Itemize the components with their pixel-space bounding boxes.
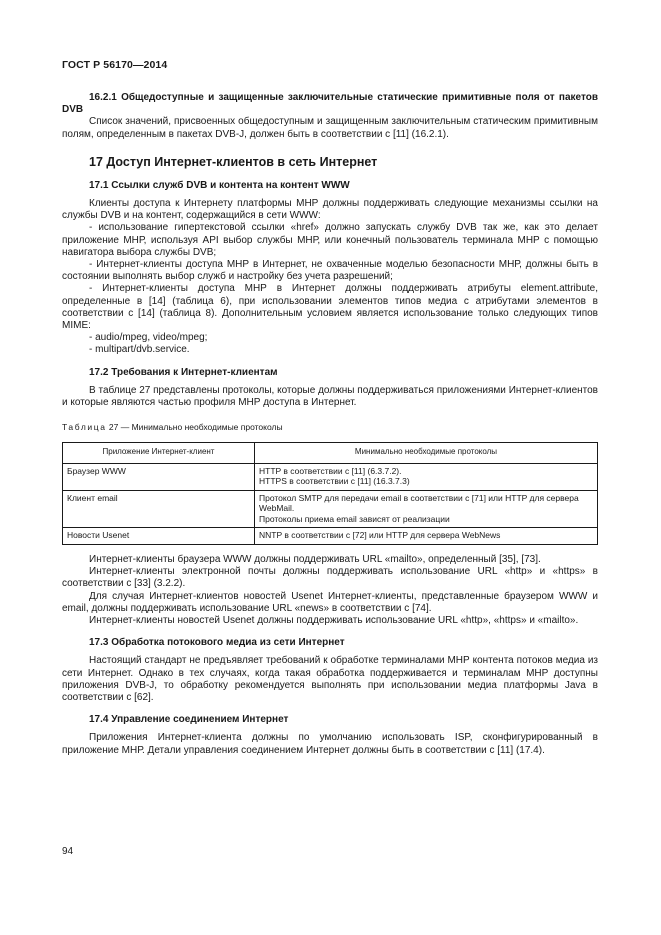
section-17-heading: 17 Доступ Интернет-клиентов в сеть Интернет bbox=[89, 154, 378, 169]
paragraph: Интернет-клиенты электронной почты должны поддерживать использование URL «http» и «https» в соответствии с [33] (3.2.2). bbox=[62, 566, 598, 590]
protocols-table bbox=[62, 442, 598, 545]
table-header-cell: Минимально необходимые протоколы bbox=[255, 443, 598, 464]
table-cell: NNTP в соответствии с [72] или HTTP для сервера WebNews bbox=[255, 528, 598, 545]
section-17-1-paragraph: Клиенты доступа к Интернету платформы МНР должны поддерживать следующие механизмы ссылки на службы DVB и на контент, содержащийся в сети WWW: bbox=[62, 198, 598, 222]
table-row bbox=[63, 490, 598, 528]
section-17-4-paragraph: Приложения Интернет-клиента должны по умолчанию использовать ISP, сконфигурированный в приложение МНР. Детали управления соединением Интернет должны быть в соответствии с [11] (17.4). bbox=[62, 732, 598, 756]
list-item: - использование гипертекстовой ссылки «href» должно запускать службу DVB так же, как это делает приложение МНР, используя API выбор службы МНР, или конечный пользователь терминала МНР с помощью навигатора выбора службы DVB; bbox=[62, 222, 598, 258]
section-16-2-1-text: Список значений, присвоенных общедоступным и защищенным заключительным статическим примитивным полям, определенным в пакетах DVB-J, должен быть в соответствии с [11] (16.2.1). bbox=[62, 116, 598, 140]
list-item: - audio/mpeg, video/mpeg; bbox=[89, 332, 208, 344]
table-caption bbox=[62, 421, 598, 433]
table-row bbox=[63, 528, 598, 545]
paragraph: Интернет-клиенты новостей Usenet должны поддерживать использование URL «http», «https» и «mailto». bbox=[89, 614, 579, 626]
section-17-2-paragraph: В таблице 27 представлены протоколы, которые должны поддерживаться приложениями Интернет-клиентов и которые являются частью профиля МНР доступа в Интернет. bbox=[62, 384, 598, 409]
list-item: - Интернет-клиенты доступа МНР в Интернет должны поддерживать атрибуты element.attribute, определенные в [14] (таблица 6), при использовании элементов типов медиа с атрибутами элементов в соответствии с [14] (таблица 8). Дополнительным условием является использование только следующих типов MIME: bbox=[62, 283, 598, 332]
table-caption-title: 27 — Минимально необходимые протоколы bbox=[106, 422, 283, 433]
table-header-cell: Приложение Интернет-клиент bbox=[63, 443, 255, 464]
section-17-2-heading: 17.2 Требования к Интернет-клиентам bbox=[89, 366, 278, 378]
section-17-4-heading: 17.4 Управление соединением Интернет bbox=[89, 714, 289, 726]
page-number: 94 bbox=[62, 846, 74, 857]
list-item: - multipart/dvb.service. bbox=[89, 344, 190, 356]
table-cell: HTTP в соответствии с [11] (6.3.7.2). HTTPS в соответствии с [11] (16.3.7.3) bbox=[255, 463, 598, 490]
list-item: - Интернет-клиенты доступа МНР в Интернет, не охваченные моделью безопасности МНР, должны быть в состоянии выполнять выбор служб и настройку без учета разрешений; bbox=[62, 259, 598, 283]
paragraph: Для случая Интернет-клиентов новостей Usenet Интернет-клиенты, представленные браузером WWW и email, должны поддерживать использование URL «news» в соответствии с [74]. bbox=[62, 590, 598, 614]
table-header-row bbox=[63, 443, 598, 464]
section-17-1-heading: 17.1 Ссылки служб DVB и контента на контент WWW bbox=[89, 179, 350, 191]
table-cell: Клиент email bbox=[63, 490, 255, 528]
section-16-2-1-heading: 16.2.1 Общедоступные и защищенные заключительные статические примитивные поля от пакетов DVB bbox=[62, 92, 598, 116]
table-caption-label: Таблица bbox=[62, 422, 107, 433]
table-row bbox=[63, 463, 598, 490]
section-17-3-heading: 17.3 Обработка потокового медиа из сети Интернет bbox=[89, 637, 345, 649]
table-cell: Новости Usenet bbox=[63, 528, 255, 545]
table-cell: Браузер WWW bbox=[63, 463, 255, 490]
standard-header: ГОСТ Р 56170—2014 bbox=[62, 59, 168, 71]
page-content bbox=[62, 92, 598, 757]
table-cell: Протокол SMTP для передачи email в соответствии с [71] или HTTP для сервера WebMail. Протоколы приема email зависят от реализации bbox=[255, 490, 598, 528]
paragraph: Интернет-клиенты браузера WWW должны поддерживать URL «mailto», определенный [35], [73]. bbox=[89, 553, 541, 565]
section-17-3-paragraph: Настоящий стандарт не предъявляет требований к обработке терминалами МНР контента потоков медиа из сети Интернет. Однако в тех случаях, когда такая обработка поддерживается и терминалам МНР доступны приложения DVB-J, то обработку рекомендуется выполнять при использовании медиа платформы Java в соответствии с [62]. bbox=[62, 655, 598, 703]
